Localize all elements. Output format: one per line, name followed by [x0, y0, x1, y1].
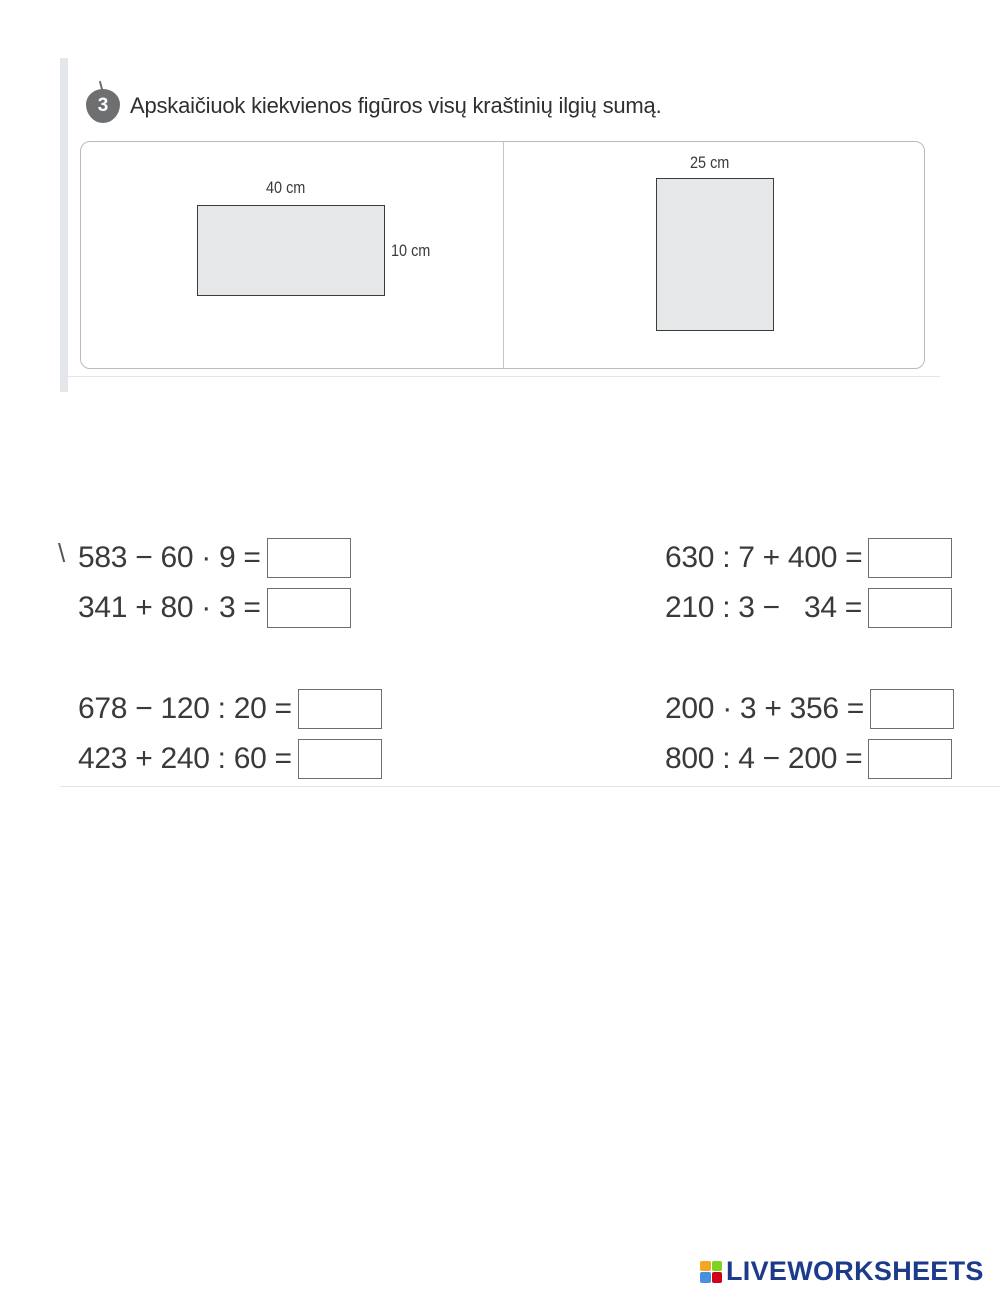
answer-input[interactable]: [298, 739, 382, 779]
equation-text: 800 : 4 − 200 =: [665, 742, 863, 775]
answer-input[interactable]: [267, 538, 351, 578]
answer-input[interactable]: [868, 588, 952, 628]
rectangle-width-label: 10 cm: [391, 241, 431, 260]
equation-row: [665, 587, 952, 629]
equation-text: 678 − 120 : 20 =: [78, 692, 292, 725]
logo-blocks-icon: [700, 1261, 722, 1283]
equation-text: 423 + 240 : 60 =: [78, 742, 292, 775]
task-number-badge: 3: [86, 89, 120, 123]
rectangle-figure: [197, 205, 385, 296]
equation-row: [78, 688, 382, 730]
equation-row: [78, 587, 351, 629]
rectangle-length-label: 40 cm: [266, 178, 306, 197]
equation-text: 210 : 3 − 34 =: [665, 591, 863, 624]
answer-input[interactable]: [298, 689, 382, 729]
answer-input[interactable]: [868, 739, 952, 779]
section-divider: [68, 376, 940, 377]
equation-text: 200 · 3 + 356 =: [665, 692, 864, 725]
liveworksheets-logo: [700, 1256, 984, 1287]
stray-mark: \: [58, 538, 66, 568]
section-left-bar: [60, 58, 68, 392]
equation-row: [665, 537, 952, 579]
square-figure: [656, 178, 774, 331]
square-side-label: 25 cm: [690, 153, 730, 172]
answer-input[interactable]: [870, 689, 954, 729]
equation-row: [78, 738, 382, 780]
logo-text: LIVEWORKSHEETS: [726, 1256, 984, 1286]
equation-row: [78, 537, 351, 579]
equation-text: 630 : 7 + 400 =: [665, 541, 863, 574]
task-header: [86, 84, 662, 128]
equation-text: 341 + 80 · 3 =: [78, 591, 261, 624]
task-title: Apskaičiuok kiekvienos figūros visų kraštinių ilgių sumą.: [130, 93, 662, 118]
equation-row: [665, 738, 952, 780]
section-divider: [60, 786, 1000, 787]
equation-row: [665, 688, 954, 730]
answer-input[interactable]: [868, 538, 952, 578]
figures-divider: [503, 141, 504, 369]
equation-text: 583 − 60 · 9 =: [78, 541, 261, 574]
answer-input[interactable]: [267, 588, 351, 628]
